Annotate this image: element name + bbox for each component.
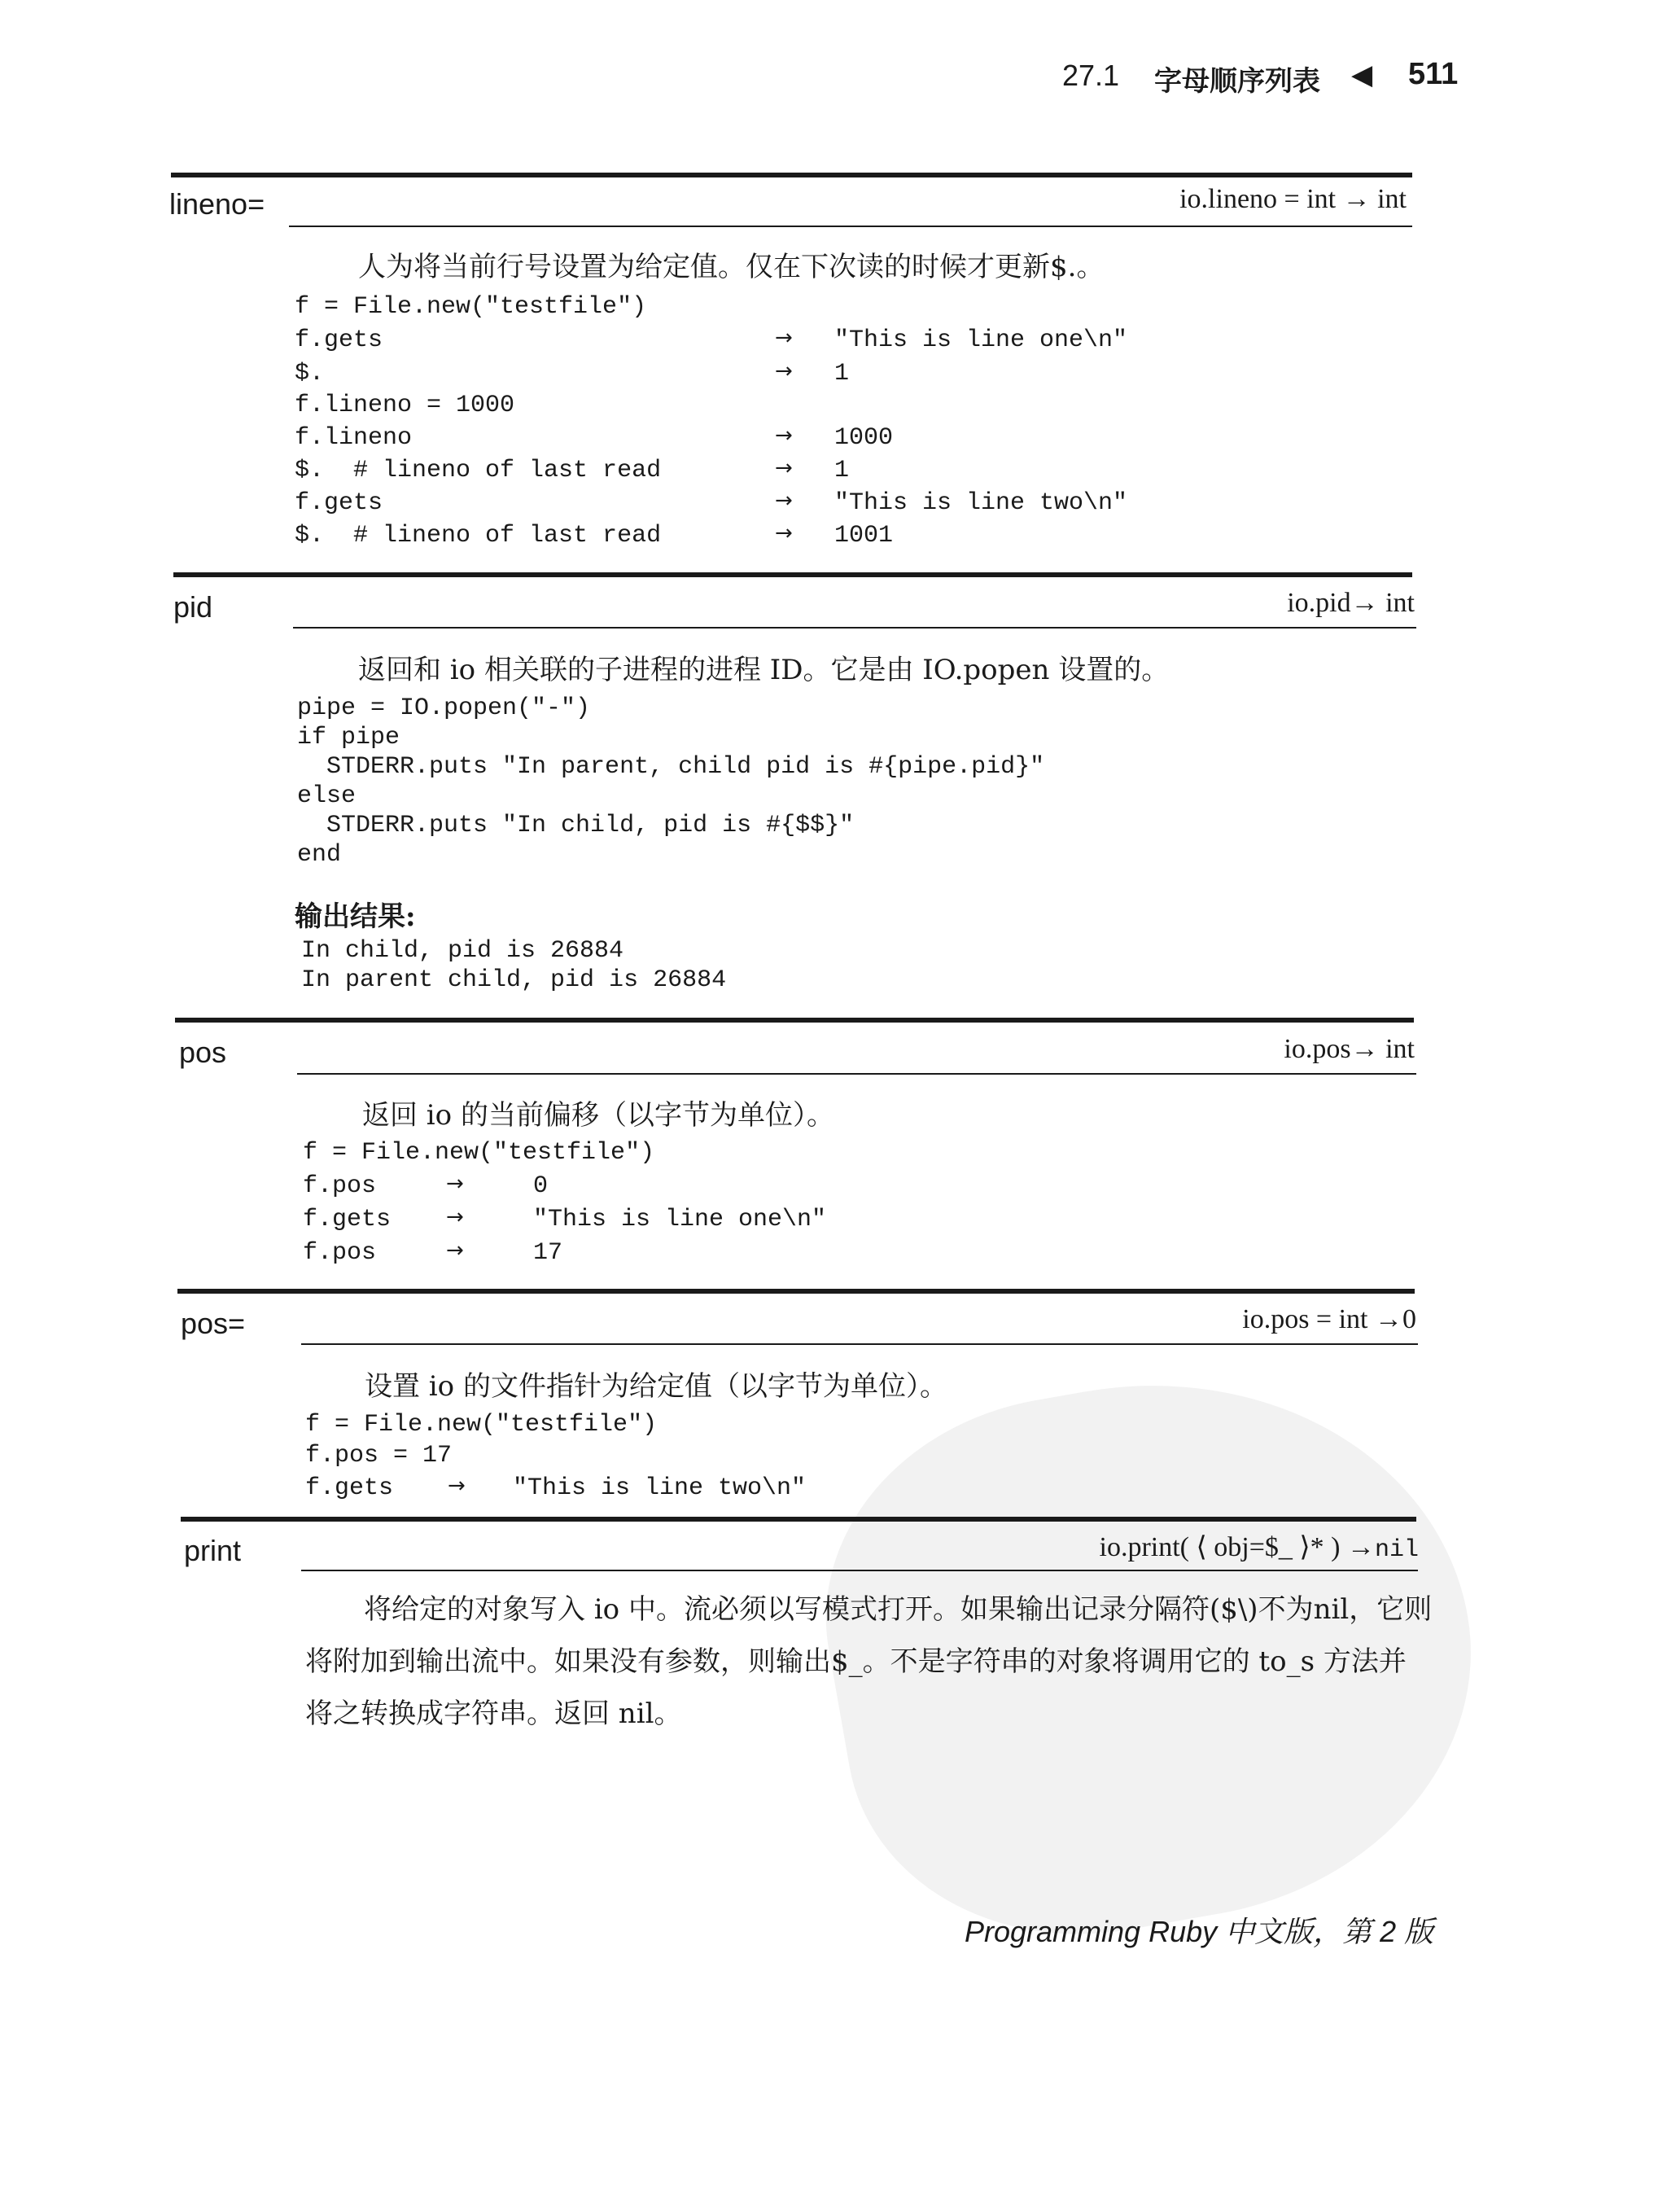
method-name: lineno= [169,187,265,221]
result-arrow-icon: → [775,456,793,480]
code-result: "This is line one\n" [533,1206,827,1233]
method-description: 人为将当前行号设置为给定值。仅在下次读的时候才更新$.。 [358,251,1105,283]
code-expr: f.lineno = 1000 [295,392,515,419]
method-paragraph: 将给定的对象写入 io 中。流必须以写模式打开。如果输出记录分隔符($\)不为nil，它则将附加到输出流中。如果没有参数，则输出$_。不是字符串的对象将调用它的 to_s 方法并将之转换成字符串。返回 nil。 [305,1593,1433,1730]
result-arrow-icon: → [775,359,793,383]
code-expr: f.gets [305,1474,394,1502]
result-arrow-icon: → [775,488,793,513]
section-rule [171,173,1412,177]
section-rule [175,1018,1414,1023]
code-expr: f = File.new("testfile") [303,1139,655,1167]
method-signature: io.pid→ int [1287,588,1415,618]
code-result: 1001 [834,522,894,550]
code-expr: $. # lineno of last read [295,522,662,550]
code-block: pipe = IO.popen("-") if pipe STDERR.puts "In parent, child pid is #{pipe.pid}" else STDERR.puts "In child, pid is #{$$}" end [297,694,1045,869]
signature-rule [301,1570,1418,1571]
signature-nil: nil [1374,1536,1419,1564]
method-signature: io.lineno = int → int [1179,184,1407,214]
page-number: 511 [1408,57,1459,91]
result-arrow-icon: → [775,423,793,448]
code-expr: f.pos [303,1239,377,1267]
signature-rule [297,1073,1416,1075]
method-name: pid [173,590,213,624]
section-rule [173,572,1412,577]
code-expr: $. [295,360,325,388]
code-expr: f = File.new("testfile") [295,293,647,321]
code-result: "This is line two\n" [834,489,1128,517]
code-expr: f.gets [295,326,383,354]
result-arrow-icon: → [446,1238,464,1263]
signature-rule [289,226,1412,227]
running-header-section: 27.1 [1062,59,1120,92]
result-arrow-icon: → [775,521,793,545]
code-expr: f = File.new("testfile") [305,1411,658,1439]
signature-rule [293,627,1416,629]
code-result: 17 [533,1239,563,1267]
header-triangle-icon: ◀ [1351,59,1373,91]
code-result: 1 [834,360,850,388]
section-rule [177,1289,1415,1294]
method-signature: io.pos→ int [1284,1034,1415,1064]
method-signature [1100,1531,1419,1564]
result-arrow-icon: → [775,326,793,350]
output-block: In child, pid is 26884 In parent child, pid is 26884 [301,937,727,994]
method-description: 设置 io 的文件指针为给定值（以字节为单位）。 [365,1370,947,1403]
code-expr: f.gets [303,1206,392,1233]
code-result: 1000 [834,424,894,452]
code-expr: f.gets [295,489,383,517]
method-name: pos [179,1036,227,1069]
code-expr: $. # lineno of last read [295,457,662,484]
method-description: 返回 io 的当前偏移（以字节为单位）。 [362,1099,834,1132]
section-rule [181,1517,1416,1522]
method-signature: io.pos = int →0 [1242,1304,1416,1334]
method-name: print [184,1534,242,1567]
method-description: 返回和 io 相关联的子进程的进程 ID。它是由 IO.popen 设置的。 [358,654,1170,686]
code-result: "This is line two\n" [513,1474,807,1502]
output-label: 输出结果: [295,900,416,933]
footer-book-title: Programming Ruby 中文版，第 2 版 [965,1915,1434,1948]
code-expr: f.lineno [295,424,413,452]
code-expr: f.pos [303,1172,377,1200]
code-result: "This is line one\n" [834,326,1128,354]
code-result: 0 [533,1172,549,1200]
running-header-title: 字母顺序列表 [1154,65,1320,98]
code-result: 1 [834,457,850,484]
method-name: pos= [181,1307,246,1340]
result-arrow-icon: → [446,1205,464,1229]
result-arrow-icon: → [446,1172,464,1196]
result-arrow-icon: → [448,1474,466,1498]
signature-text: io.print( ⟨ obj=$_ ⟩* ) → [1099,1532,1375,1562]
signature-rule [301,1343,1418,1345]
code-expr: f.pos = 17 [305,1442,453,1470]
